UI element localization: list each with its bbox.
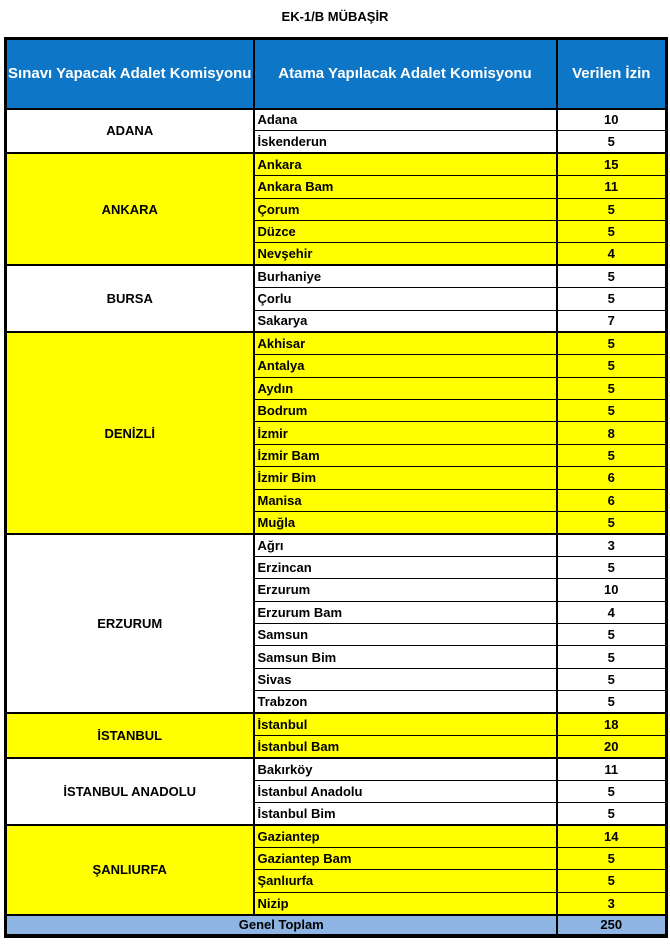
table-row	[6, 153, 667, 175]
permit-count-cell: 5	[557, 512, 667, 534]
district-cell: Muğla	[254, 512, 557, 534]
table-row	[6, 825, 667, 847]
group-cell-şanliurfa: ŞANLIURFA	[6, 825, 254, 915]
group-cell-ankara: ANKARA	[6, 153, 254, 265]
group-cell-bursa: BURSA	[6, 265, 254, 332]
permit-count-cell: 5	[557, 220, 667, 242]
table-row	[6, 758, 667, 780]
district-cell: Nizip	[254, 892, 557, 914]
group-cell-i̇stanbul-anadolu: İSTANBUL ANADOLU	[6, 758, 254, 825]
permit-count-cell: 5	[557, 444, 667, 466]
table-footer	[6, 915, 667, 936]
district-cell: Erzurum Bam	[254, 601, 557, 623]
header-exam-commission: Sınavı Yapacak Adalet Komisyonu	[6, 39, 254, 109]
district-cell: Şanlıurfa	[254, 870, 557, 892]
permit-count-cell: 5	[557, 332, 667, 354]
district-cell: İzmir Bam	[254, 444, 557, 466]
permit-count-cell: 10	[557, 579, 667, 601]
district-cell: Akhisar	[254, 332, 557, 354]
table-row	[6, 332, 667, 354]
district-cell: Ankara	[254, 153, 557, 175]
permit-count-cell: 14	[557, 825, 667, 847]
permit-count-cell: 5	[557, 870, 667, 892]
permit-count-cell: 5	[557, 780, 667, 802]
district-cell: Sivas	[254, 668, 557, 690]
district-cell: İstanbul Bam	[254, 735, 557, 757]
table-body	[6, 109, 667, 915]
permit-count-cell: 4	[557, 243, 667, 265]
district-cell: Bodrum	[254, 400, 557, 422]
district-cell: Manisa	[254, 489, 557, 511]
permit-count-cell: 5	[557, 668, 667, 690]
district-cell: İzmir Bim	[254, 467, 557, 489]
permit-count-cell: 5	[557, 355, 667, 377]
permit-count-cell: 6	[557, 467, 667, 489]
permit-count-cell: 7	[557, 310, 667, 332]
permit-count-cell: 11	[557, 176, 667, 198]
group-cell-erzurum: ERZURUM	[6, 534, 254, 713]
table-row	[6, 713, 667, 735]
district-cell: Burhaniye	[254, 265, 557, 287]
district-cell: Sakarya	[254, 310, 557, 332]
district-cell: Ankara Bam	[254, 176, 557, 198]
permit-count-cell: 5	[557, 803, 667, 825]
district-cell: Trabzon	[254, 691, 557, 713]
permit-count-cell: 20	[557, 735, 667, 757]
district-cell: Samsun Bim	[254, 646, 557, 668]
header-permit-count: Verilen İzin	[557, 39, 667, 109]
permit-count-cell: 5	[557, 265, 667, 287]
group-cell-adana: ADANA	[6, 109, 254, 154]
district-cell: İskenderun	[254, 131, 557, 153]
total-value: 250	[557, 915, 667, 936]
district-cell: Erzincan	[254, 556, 557, 578]
permit-count-cell: 5	[557, 691, 667, 713]
permit-count-cell: 5	[557, 623, 667, 645]
district-cell: Düzce	[254, 220, 557, 242]
permit-count-cell: 8	[557, 422, 667, 444]
permit-count-cell: 5	[557, 400, 667, 422]
district-cell: İstanbul Bim	[254, 803, 557, 825]
group-cell-deni̇zli̇: DENİZLİ	[6, 332, 254, 534]
district-cell: Nevşehir	[254, 243, 557, 265]
district-cell: Adana	[254, 109, 557, 131]
permit-count-cell: 6	[557, 489, 667, 511]
permit-count-cell: 5	[557, 377, 667, 399]
district-cell: Bakırköy	[254, 758, 557, 780]
district-cell: Gaziantep Bam	[254, 847, 557, 869]
district-cell: İstanbul Anadolu	[254, 780, 557, 802]
district-cell: Erzurum	[254, 579, 557, 601]
district-cell: Ağrı	[254, 534, 557, 556]
district-cell: Çorum	[254, 198, 557, 220]
permit-count-cell: 4	[557, 601, 667, 623]
district-cell: Aydın	[254, 377, 557, 399]
permit-count-cell: 3	[557, 892, 667, 914]
permit-count-cell: 5	[557, 288, 667, 310]
total-row	[6, 915, 667, 936]
total-label: Genel Toplam	[6, 915, 557, 936]
permit-count-cell: 5	[557, 646, 667, 668]
permit-count-cell: 5	[557, 198, 667, 220]
district-cell: Çorlu	[254, 288, 557, 310]
permit-count-cell: 5	[557, 556, 667, 578]
table-row	[6, 534, 667, 556]
district-cell: İstanbul	[254, 713, 557, 735]
permit-count-cell: 5	[557, 847, 667, 869]
header-assignment-commission: Atama Yapılacak Adalet Komisyonu	[254, 39, 557, 109]
allocation-table	[4, 37, 668, 938]
permit-count-cell: 15	[557, 153, 667, 175]
document-title: EK-1/B MÜBAŞİR	[281, 9, 389, 24]
district-cell: Antalya	[254, 355, 557, 377]
table-row	[6, 109, 667, 131]
district-cell: İzmir	[254, 422, 557, 444]
permit-count-cell: 11	[557, 758, 667, 780]
permit-count-cell: 18	[557, 713, 667, 735]
header-row	[6, 39, 667, 109]
permit-count-cell: 3	[557, 534, 667, 556]
permit-count-cell: 5	[557, 131, 667, 153]
group-cell-i̇stanbul: İSTANBUL	[6, 713, 254, 758]
district-cell: Gaziantep	[254, 825, 557, 847]
table-header	[6, 39, 667, 109]
permit-count-cell: 10	[557, 109, 667, 131]
table-row	[6, 265, 667, 287]
district-cell: Samsun	[254, 623, 557, 645]
